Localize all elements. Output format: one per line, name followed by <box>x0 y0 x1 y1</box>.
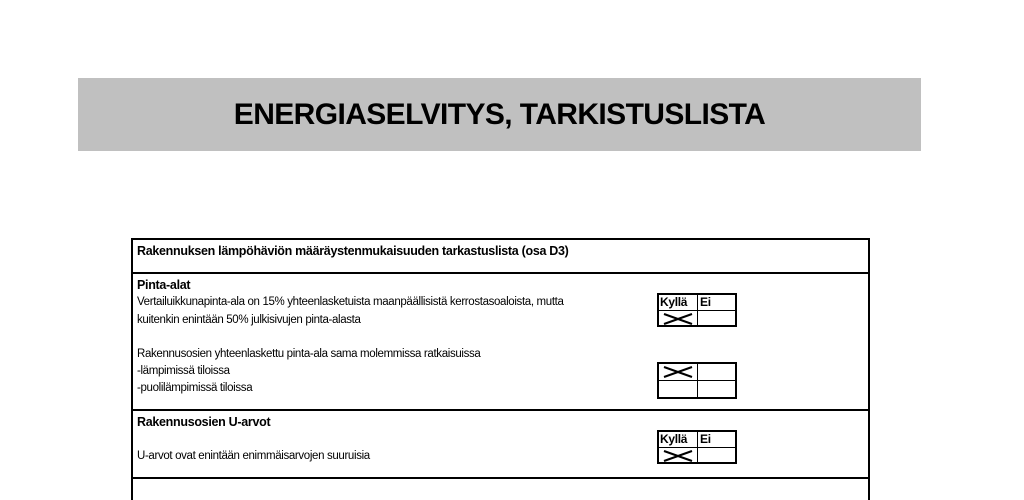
x-mark-icon <box>663 366 693 378</box>
title-banner <box>78 78 921 151</box>
row-divider <box>133 272 868 274</box>
yes-label: Kyllä <box>660 432 688 446</box>
checkbox-u-values[interactable] <box>657 430 737 464</box>
x-mark-icon <box>663 313 693 325</box>
checkbox-areas-equal[interactable] <box>657 362 737 399</box>
checkbox-window-area[interactable] <box>657 293 737 327</box>
row-divider <box>133 409 868 411</box>
checklist-heading: Rakennuksen lämpöhäviön määräystenmukaisuuden tarkastuslista (osa D3) <box>137 244 569 258</box>
item-text-line: kuitenkin enintään 50% julkisivujen pinta-alasta <box>137 314 361 326</box>
row-divider <box>133 477 868 479</box>
item-text-line: -puolilämpimissä tiloissa <box>137 382 253 394</box>
no-label: Ei <box>700 295 711 309</box>
item-text-line: Vertailuikkunapinta-ala on 15% yhteenlasketuista maanpäällisistä kerrostasoaloista, mutta <box>137 296 564 308</box>
x-mark-icon <box>663 450 693 462</box>
section-title-u-arvot: Rakennusosien U-arvot <box>137 415 271 429</box>
item-text-line: -lämpimissä tiloissa <box>137 365 230 377</box>
item-text-line: U-arvot ovat enintään enimmäisarvojen suuruisia <box>137 450 370 462</box>
item-text-line: Rakennusosien yhteenlaskettu pinta-ala sama molemmissa ratkaisuissa <box>137 348 481 360</box>
yes-label: Kyllä <box>660 295 688 309</box>
page-title: ENERGIASELVITYS, TARKISTUSLISTA <box>233 97 766 131</box>
no-label: Ei <box>700 432 711 446</box>
section-title-pinta-alat: Pinta-alat <box>137 278 191 292</box>
checklist-table <box>131 238 870 500</box>
